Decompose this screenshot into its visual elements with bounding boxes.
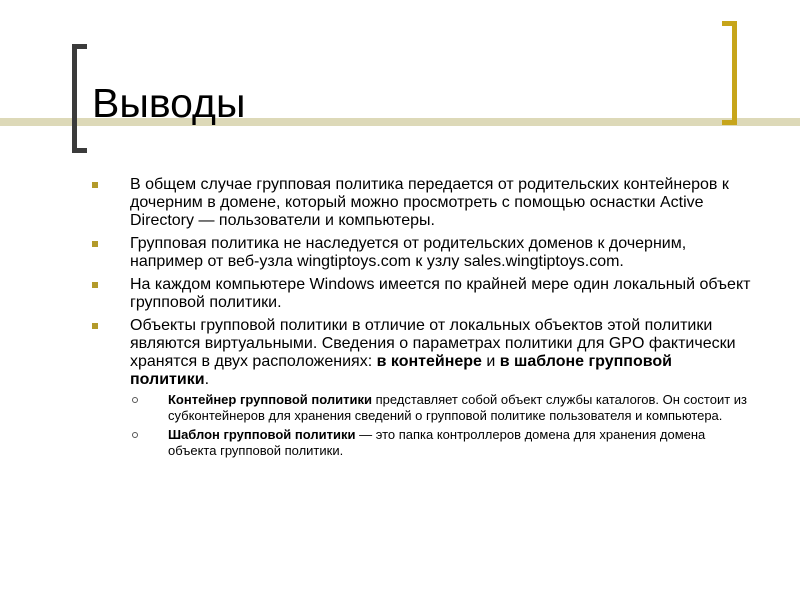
bullet-item xyxy=(92,276,752,312)
sub-bullet-list xyxy=(130,392,752,459)
bullet-text: Групповая политика не наследуется от родительских доменов к дочерним, например от веб-узла wingtiptoys.com к узлу sales.wingtiptoys.com. xyxy=(130,235,687,270)
slide-body xyxy=(92,176,752,464)
square-bullet-icon xyxy=(92,182,98,188)
left-bracket-decoration xyxy=(72,44,87,153)
circle-bullet-icon xyxy=(132,432,138,438)
bold-term: Контейнер групповой политики xyxy=(168,392,372,407)
sub-bullet-text: представляет собой объект службы каталогов. Он состоит из субконтейнеров для хранения сведений о групповой политике пользователя и компьютера. xyxy=(168,392,747,423)
square-bullet-icon xyxy=(92,282,98,288)
bullet-text: Объекты групповой политики в отличие от локальных объектов этой политики являются виртуальными. Сведения о параметрах политики для GPO фактически хранятся в двух расположениях: xyxy=(130,317,736,370)
circle-bullet-icon xyxy=(132,397,138,403)
right-bracket-decoration xyxy=(722,21,737,125)
bullet-text: На каждом компьютере Windows имеется по крайней мере один локальный объект групповой политики. xyxy=(130,276,751,311)
bullet-text: и xyxy=(481,353,500,370)
bold-term: в шаблоне групповой политики xyxy=(130,353,672,388)
bullet-item xyxy=(92,317,752,459)
bullet-item xyxy=(92,176,752,230)
bold-term: в контейнере xyxy=(376,353,482,370)
sub-bullet-text: — это папка контроллеров домена для хранения домена объекта групповой политики. xyxy=(168,427,706,458)
sub-bullet-item xyxy=(130,392,752,424)
bullet-list xyxy=(92,176,752,459)
bullet-text: В общем случае групповая политика передается от родительских контейнеров к дочерним в домене, который можно просмотреть с помощью оснастки Active Directory — пользователи и компьютеры. xyxy=(130,176,729,229)
bold-term: Шаблон групповой политики xyxy=(168,427,356,442)
square-bullet-icon xyxy=(92,323,98,329)
square-bullet-icon xyxy=(92,241,98,247)
bullet-item xyxy=(92,235,752,271)
slide-title: Выводы xyxy=(92,80,246,126)
bullet-text: . xyxy=(204,371,210,388)
sub-bullet-item xyxy=(130,427,752,459)
